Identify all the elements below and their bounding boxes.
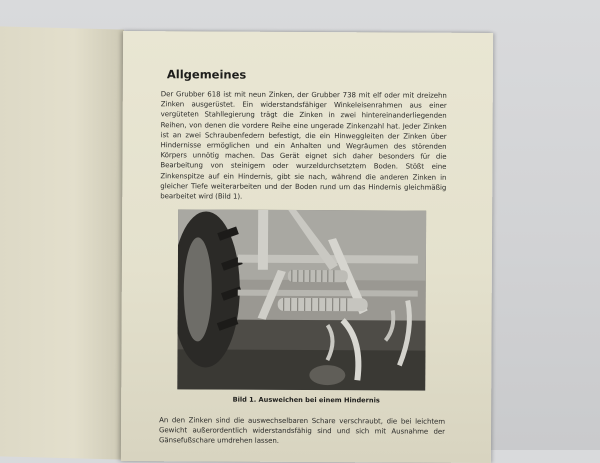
paragraph-tines: An den Zinken sind die auswechselbaren Schare verschraubt, die bei leichtem Gewicht außerordentlich widerstandsfähig sind und sich mit Ausnahme der Gänsefußschare umdrehen lassen. bbox=[159, 415, 445, 447]
cultivator-photo-illustration bbox=[177, 209, 426, 390]
left-page bbox=[0, 26, 124, 459]
section-heading: Allgemeines bbox=[167, 67, 246, 81]
figure-caption: Bild 1. Ausweichen bei einem Hindernis bbox=[121, 395, 491, 405]
paragraph-intro: Der Grubber 618 ist mit neun Zinken, der Grubber 738 mit elf oder mit dreizehn Zinken ausgerüstet. Ein widerstandsfähiger Winkeleisenrahmen aus einer vergüteten Stahllegierung trägt die Zinken in zwei hintereinanderliegenden Reihen, von denen die vordere Reihe eine ungerade Zinkenzahl hat. Jeder Zinken ist an zwei Schraubenfedern befestigt, die ein Hinweggleiten der Zinken über Hindernisse ermöglichen und ein Anhalten und Wegräumen des störenden Körpers unnötig machen. Das Gerät eignet sich daher besonders für die Bearbeitung von steinigem oder wurzeldurchsetztem Boden. Stößt eine Zinkenspitze auf ein Hindernis, gibt sie nach, während die anderen Zinken in gleicher Tiefe weiterarbeiten und der Boden rund um das Hindernis gleichmäßig bearbeitet wird (Bild 1). bbox=[160, 89, 447, 203]
figure-photo bbox=[177, 209, 426, 390]
document-page bbox=[121, 31, 493, 463]
